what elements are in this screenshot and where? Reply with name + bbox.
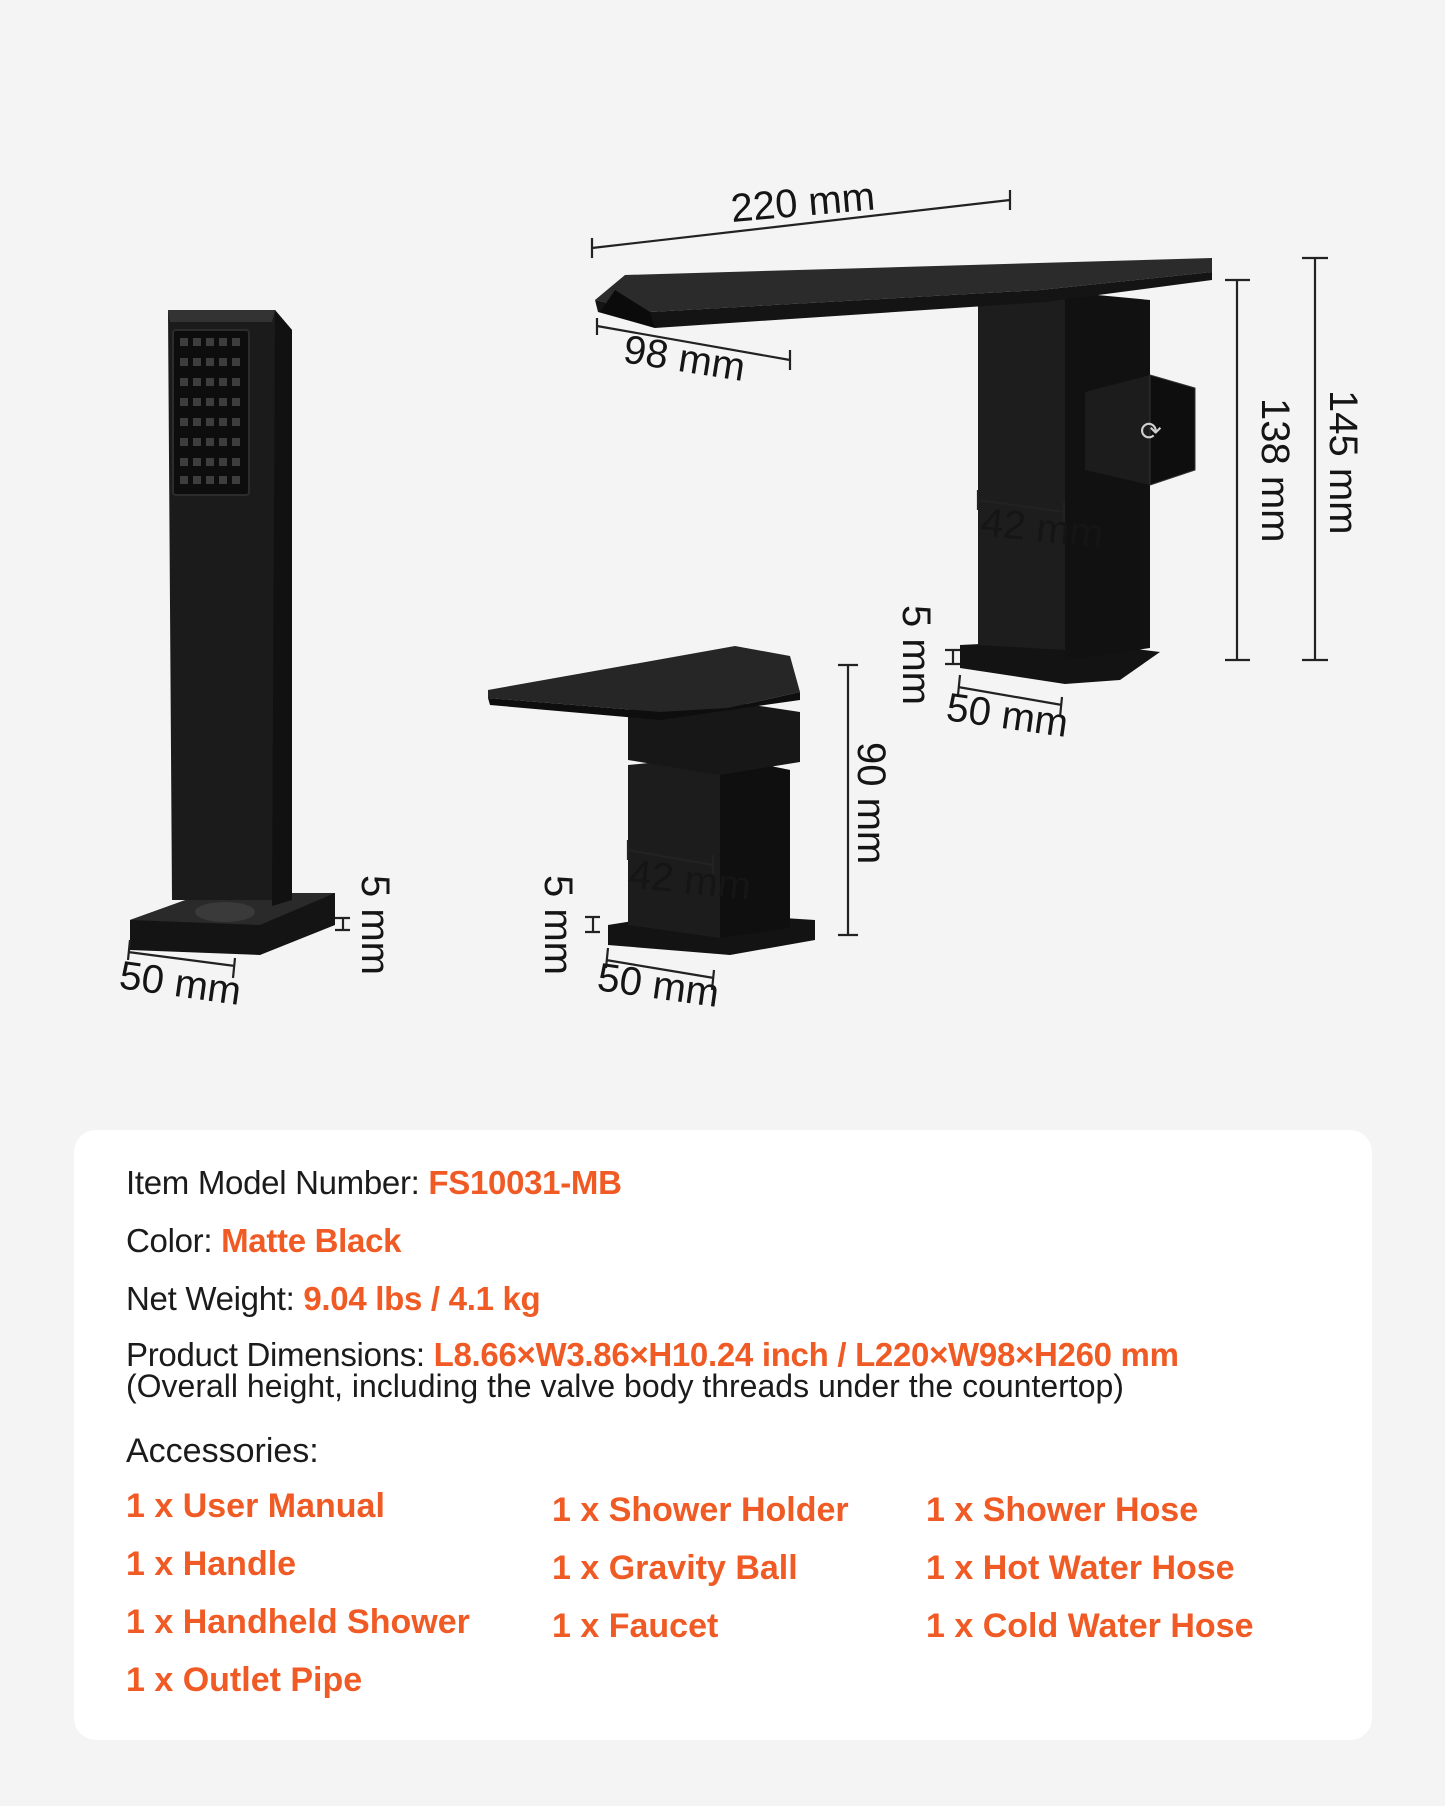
accessories-title: Accessories: — [126, 1432, 319, 1470]
net-weight-line — [126, 1280, 540, 1318]
accessory-item: 1 x Handheld Shower — [126, 1603, 470, 1641]
svg-text:⟳: ⟳ — [1140, 417, 1162, 447]
color-label: Color: — [126, 1222, 222, 1259]
accessories-column-2 — [552, 1490, 849, 1664]
model-number-label: Item Model Number: — [126, 1164, 429, 1201]
spec-card — [74, 1130, 1372, 1740]
handle-body-width-label: 42 mm — [627, 852, 754, 909]
accessory-item: 1 x Handle — [126, 1545, 297, 1583]
handheld-shower-illustration — [130, 310, 335, 955]
handle-base-height-label: 5 mm — [536, 875, 580, 975]
product-dimensions-value: L8.66×W3.86×H10.24 inch / L220×W98×H260 mm — [433, 1336, 1179, 1373]
product-dimensions-label: Product Dimensions: — [126, 1336, 434, 1373]
accessory-item: 1 x Cold Water Hose — [926, 1607, 1254, 1645]
faucet-base-height-label: 5 mm — [894, 605, 938, 705]
shower-base-height-label: 5 mm — [353, 875, 397, 975]
faucet-height-total-label: 145 mm — [1321, 390, 1365, 535]
spout-depth-label: 98 mm — [620, 327, 749, 391]
accessory-item: 1 x Hot Water Hose — [926, 1549, 1235, 1587]
faucet-body-width-label: 42 mm — [979, 500, 1106, 557]
model-number-line — [126, 1164, 622, 1202]
model-number-value: FS10031-MB — [428, 1164, 622, 1201]
accessory-item: 1 x Shower Holder — [552, 1491, 849, 1529]
shower-base-width-label: 50 mm — [116, 953, 244, 1014]
handle-height-label: 90 mm — [849, 742, 893, 865]
color-value: Matte Black — [221, 1222, 402, 1259]
handle-base-width-label: 50 mm — [594, 955, 722, 1016]
faucet-base-width-label: 50 mm — [943, 685, 1071, 746]
accessory-item: 1 x Gravity Ball — [552, 1549, 798, 1587]
faucet-height-body-label: 138 mm — [1253, 398, 1297, 543]
accessory-item: 1 x Shower Hose — [926, 1491, 1199, 1529]
accessories-column-1 — [126, 1486, 470, 1718]
dimensions-note: (Overall height, including the valve body threads under the countertop) — [126, 1368, 1124, 1404]
net-weight-label: Net Weight: — [126, 1280, 304, 1317]
accessory-item: 1 x User Manual — [126, 1487, 385, 1525]
net-weight-value: 9.04 lbs / 4.1 kg — [303, 1280, 541, 1317]
accessory-item: 1 x Faucet — [552, 1607, 719, 1645]
accessory-item: 1 x Outlet Pipe — [126, 1661, 363, 1699]
accessories-column-3 — [926, 1490, 1253, 1664]
spout-length-label: 220 mm — [728, 174, 877, 231]
color-line — [126, 1222, 401, 1260]
